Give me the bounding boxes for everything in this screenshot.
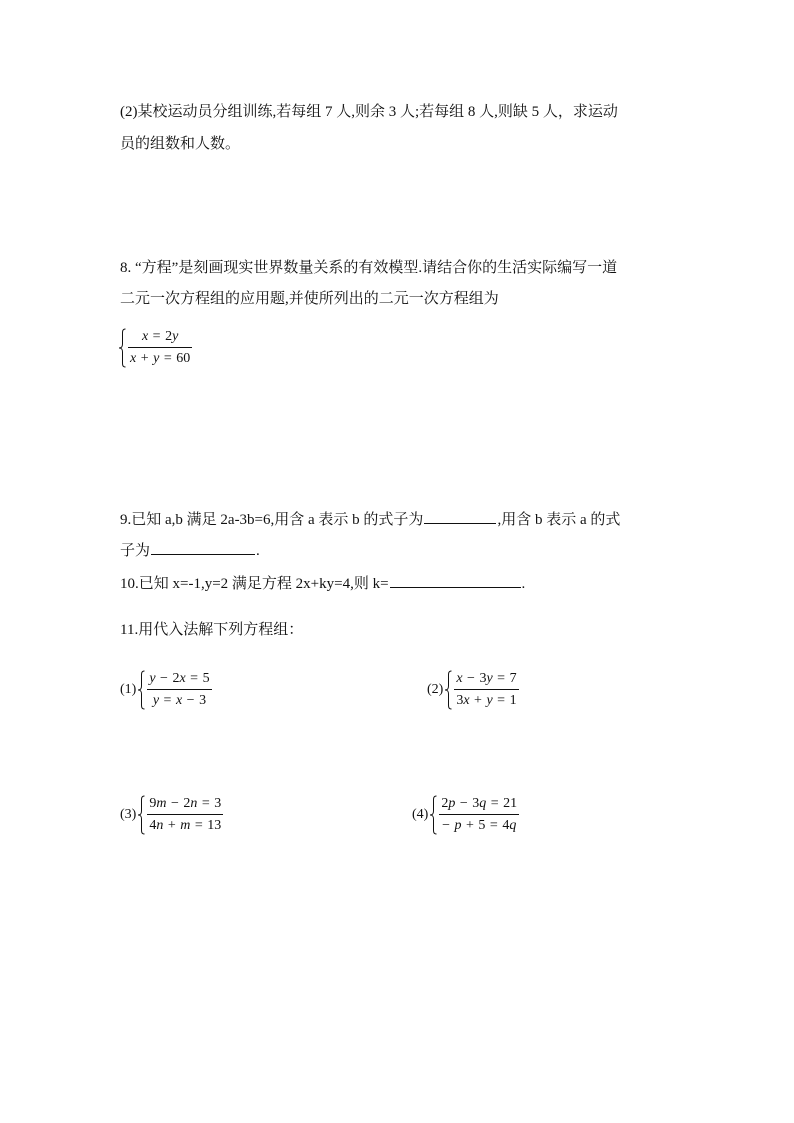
q11-system-4-label: (4) — [412, 807, 429, 822]
q11-system-2 — [427, 670, 519, 710]
q8-line-1: 8. “方程”是刻画现实世界数量关系的有效模型.请结合你的生活实际编写一道 — [120, 260, 618, 276]
left-brace-icon — [118, 328, 126, 368]
q11-system-1 — [120, 670, 212, 710]
q10-answer-blank — [390, 573, 521, 588]
q11-system-4-equation-2: − p + 5 = 4q — [442, 818, 517, 833]
q10-text-a: 10.已知 x=-1,y=2 满足方程 2x+ky=4,则 k= — [120, 576, 389, 592]
q11-system-3-label: (3) — [120, 807, 137, 822]
q11-system-2-equation-1: x − 3y = 7 — [454, 670, 518, 690]
left-brace-icon — [137, 670, 145, 710]
left-brace-icon — [137, 795, 145, 835]
q11-system-2-equations — [454, 670, 518, 710]
q11-system-3-equations — [147, 795, 223, 835]
q8-equations — [128, 328, 192, 368]
q11-title: 11.用代入法解下列方程组： — [120, 622, 304, 638]
q11-system-1-equation-2: y = x − 3 — [152, 693, 207, 708]
q10-line — [120, 573, 525, 594]
q11-system-4-equation-1: 2p − 3q = 21 — [439, 795, 519, 815]
q7-part2-line-2: 员的组数和人数。 — [120, 136, 241, 152]
q9-text-a: 9.已知 a,b 满足 2a-3b=6,用含 a 表示 b 的式子为 — [120, 512, 424, 528]
q11-system-3 — [120, 795, 223, 835]
q11-system-3-equation-2: 4n + m = 13 — [149, 818, 222, 833]
q11-system-2-label: (2) — [427, 682, 444, 697]
q11-system-1-equations — [147, 670, 211, 710]
q11-system-1-equation-1: y − 2x = 5 — [147, 670, 211, 690]
q11-system-2-equation-2: 3x + y = 1 — [456, 693, 517, 708]
q9-line-2 — [120, 540, 260, 561]
q9-answer-blank-2 — [151, 540, 255, 555]
q8-equation-1: x = 2y — [128, 328, 192, 348]
q9-text-d: . — [256, 543, 260, 559]
q9-answer-blank-1 — [424, 509, 496, 524]
q10-text-b: . — [521, 576, 526, 592]
q8-equation-2: x + y = 60 — [130, 351, 191, 366]
q9-line-1 — [120, 509, 620, 530]
q8-line-2: 二元一次方程组的应用题,并使所列出的二元一次方程组为 — [120, 291, 499, 307]
q11-system-1-label: (1) — [120, 682, 137, 697]
q8-equation-system — [118, 328, 192, 368]
q11-system-3-equation-1: 9m − 2n = 3 — [147, 795, 223, 815]
q11-system-4 — [412, 795, 519, 835]
left-brace-icon — [444, 670, 452, 710]
q9-text-b: ,用含 b 表示 a 的式 — [497, 512, 621, 528]
left-brace-icon — [429, 795, 437, 835]
q9-text-c: 子为 — [120, 543, 151, 559]
q11-system-4-equations — [439, 795, 519, 835]
q7-part2-line-1: (2)某校运动员分组训练,若每组 7 人,则余 3 人;若每组 8 人,则缺 5 人，求运动 — [120, 104, 618, 120]
